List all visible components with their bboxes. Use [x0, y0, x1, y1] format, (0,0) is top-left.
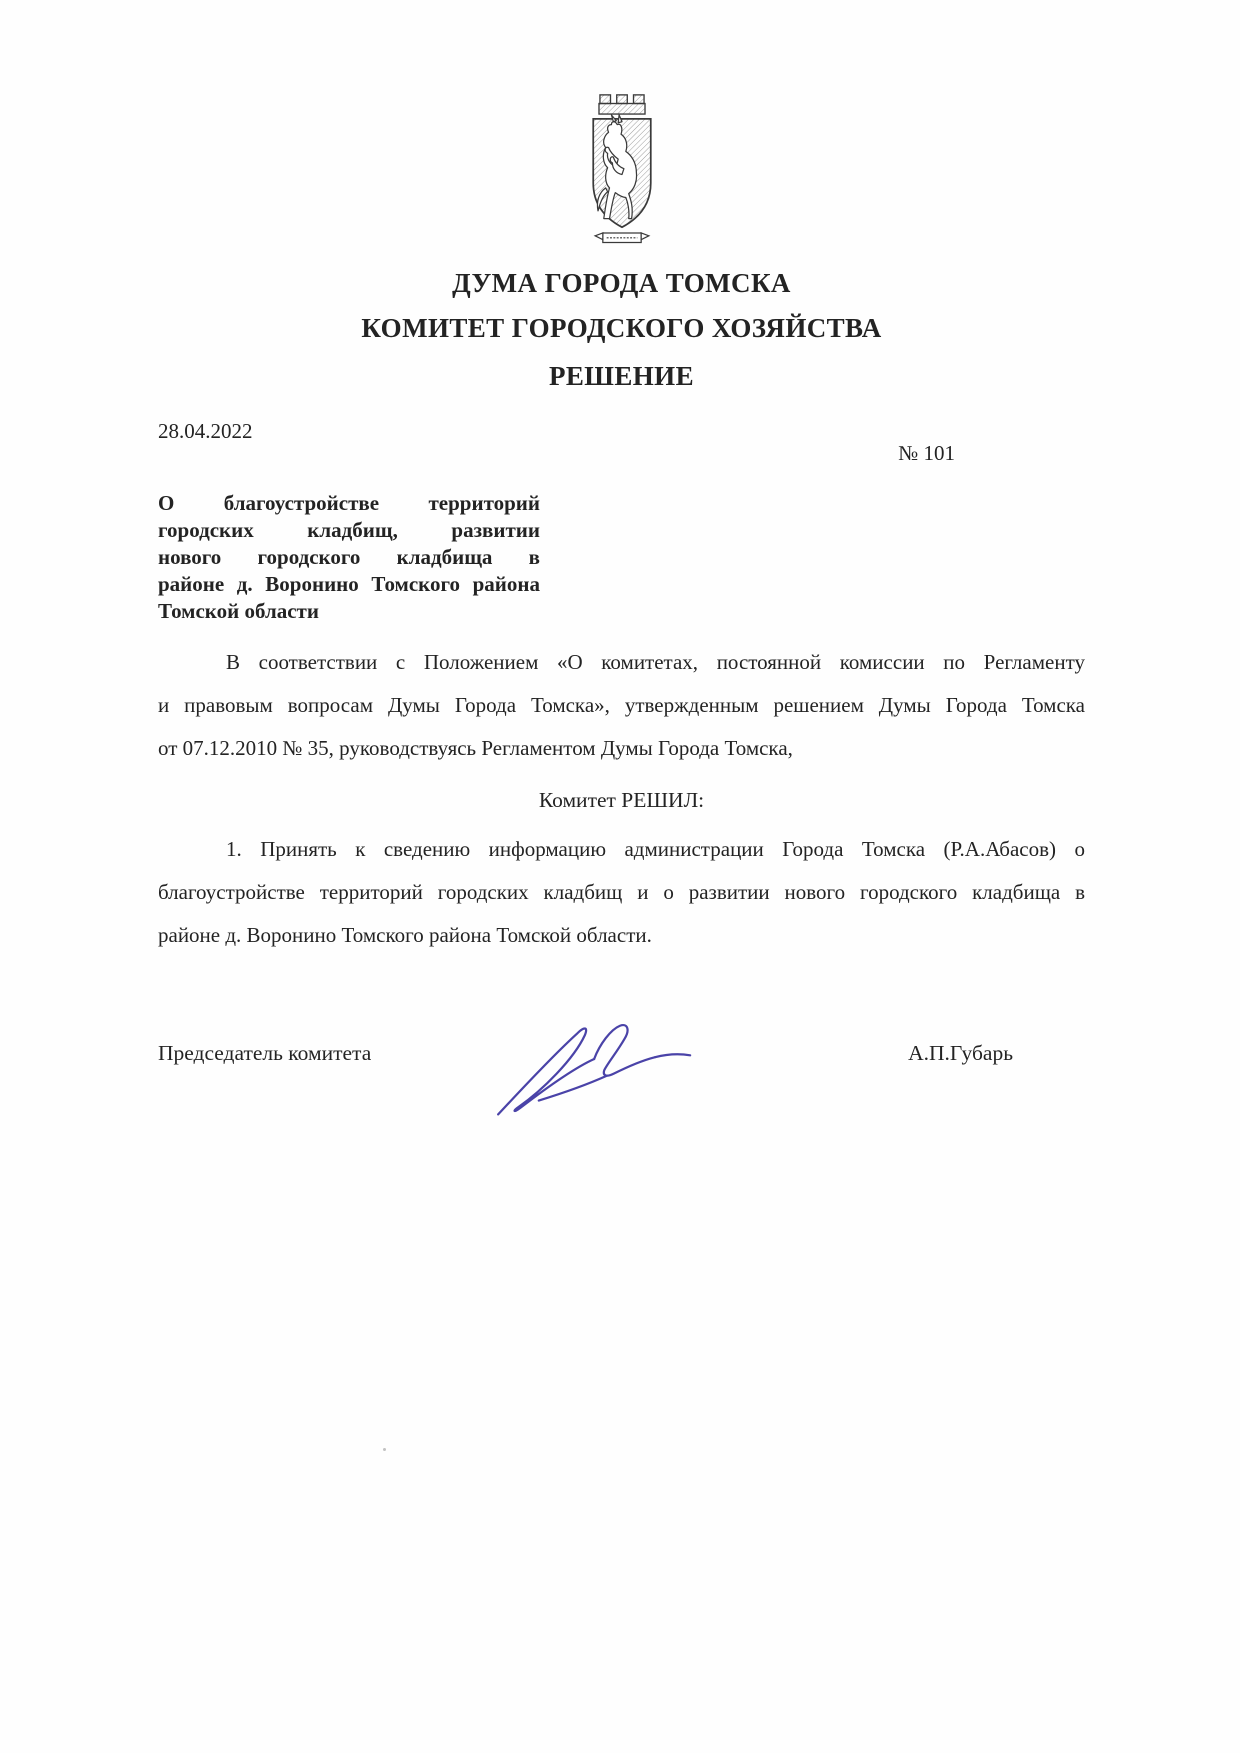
subject-line: Томской области: [158, 599, 319, 623]
resolution-item-line: районе д. Воронино Томского района Томской области.: [158, 923, 652, 947]
signature-row: [158, 1039, 1085, 1067]
heraldic-shield-icon: [593, 115, 651, 227]
mural-crown-icon: [598, 95, 644, 114]
resolved-heading: Комитет РЕШИЛ:: [538, 788, 705, 812]
subject-line: нового городского кладбища в: [158, 545, 540, 569]
ribbon-banner-icon: [595, 233, 649, 243]
document-date: 28.04.2022: [158, 419, 253, 443]
preamble-line: В соответствии с Положением «О комитетах, постоянной комиссии по Регламенту: [226, 650, 1085, 674]
document-number: № 101: [898, 441, 955, 465]
signer-name: А.П.Губарь: [908, 1041, 1013, 1065]
resolution-item-line: 1. Принять к сведению информацию администрации Города Томска (Р.А.Абасов) о: [226, 837, 1085, 861]
preamble-paragraph: [158, 641, 1085, 770]
subject-line: О благоустройстве территорий: [158, 491, 540, 515]
subject-line: городских кладбищ, развитии: [158, 518, 540, 542]
signature-strokes: [498, 1025, 690, 1114]
scan-artifact: [383, 1448, 386, 1451]
preamble-line: от 07.12.2010 № 35, руководствуясь Регламентом Думы Города Томска,: [158, 736, 793, 760]
meta-row: [158, 418, 1085, 466]
resolution-item-1: [158, 828, 1085, 957]
emblem-container: [574, 92, 670, 260]
document-type-heading: РЕШЕНИЕ: [549, 361, 694, 391]
subject-line: районе д. Воронино Томского района: [158, 572, 540, 596]
handwritten-signature: [476, 1011, 716, 1131]
document-content: [158, 0, 1085, 1067]
preamble-line: и правовым вопросам Думы Города Томска», утвержденным решением Думы Города Томска: [158, 693, 1085, 717]
tomsk-coat-of-arms-icon: [574, 92, 670, 255]
committee-name: КОМИТЕТ ГОРОДСКОГО ХОЗЯЙСТВА: [361, 313, 882, 343]
subject-block: [158, 490, 540, 625]
signer-title: Председатель комитета: [158, 1041, 372, 1065]
resolution-item-line: благоустройстве территорий городских кладбищ и о развитии нового городского кладбища в: [158, 880, 1085, 904]
organization-name: ДУМА ГОРОДА ТОМСКА: [452, 268, 791, 298]
